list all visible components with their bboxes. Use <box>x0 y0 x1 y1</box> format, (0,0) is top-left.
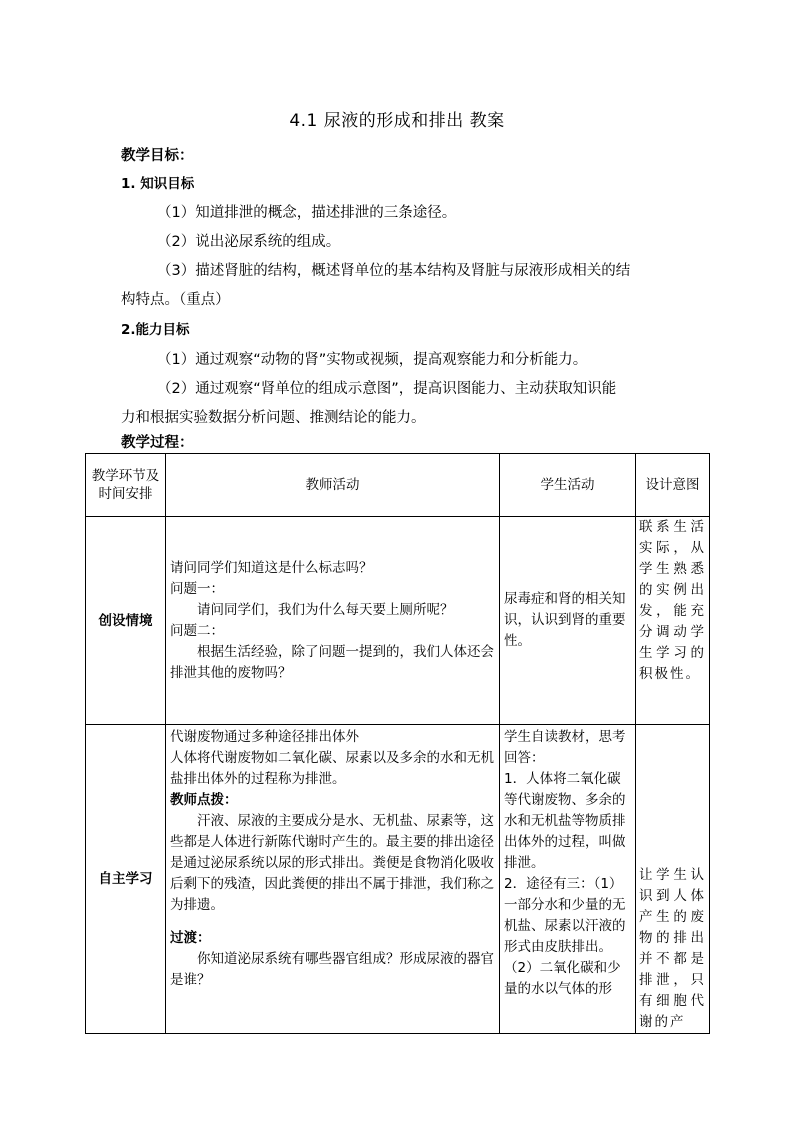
student-activity-cell: 尿毒症和肾的相关知识，认识到肾的重要性。 <box>500 517 636 725</box>
table-header-row <box>86 454 710 517</box>
design-intent-cell: 联系生活实际，从学生熟悉的实例出发，能充分调动学生学习的积极性。 <box>636 517 710 725</box>
ability-item: （2）通过观察“肾单位的组成示意图”，提高识图能力、主动获取知识能 <box>157 381 617 397</box>
knowledge-item: 构特点。（重点） <box>121 292 230 308</box>
teacher-point-label: 教师点拨： <box>170 792 238 808</box>
teacher-line: 根据生活经验，除了问题一提到的，我们人体还会排泄其他的废物吗？ <box>170 643 494 681</box>
student-activity-cell <box>500 725 636 1034</box>
page-title: 4.1 尿液的形成和排出 教案 <box>289 111 505 131</box>
teacher-activity-cell <box>166 517 500 725</box>
design-intent-cell: 让学生认识到人体产生的废物的排出并不都是排泄，只有细胞代谢的产 <box>636 725 710 1034</box>
process-heading: 教学过程： <box>121 435 194 451</box>
teacher-line: 问题二： <box>170 622 224 639</box>
teacher-transition-label: 过渡： <box>170 930 211 946</box>
student-line: 2．途径有三：（1）一部分水和少量的无机盐、尿素以汗液的形式由皮肤排出。（2）二氧化碳和少量的水以气体的形 <box>504 876 626 997</box>
teacher-line: 人体将代谢废物如二氧化碳、尿素以及多余的水和无机盐排出体外的过程称为排泄。 <box>170 750 494 787</box>
knowledge-item: （3）描述肾脏的结构，概述肾单位的基本结构及肾脏与尿液形成相关的结 <box>157 263 631 279</box>
teacher-line: 请问同学们知道这是什么标志吗？ <box>170 559 373 576</box>
teacher-transition-text: 你知道泌尿系统有哪些器官组成？形成尿液的器官是谁？ <box>170 951 494 988</box>
stage-cell: 自主学习 <box>86 725 166 1034</box>
ability-item: 力和根据实验数据分析问题、推测结论的能力。 <box>121 410 426 426</box>
knowledge-item: （2）说出泌尿系统的组成。 <box>157 234 341 250</box>
student-line: 1．人体将二氧化碳等代谢废物、多余的水和无机盐等物质排出体外的过程，叫做排泄。 <box>504 771 626 871</box>
teacher-activity-cell <box>166 725 500 1034</box>
teaching-process-table <box>85 453 710 1034</box>
table-row <box>86 517 710 725</box>
table-row <box>86 725 710 1034</box>
teacher-line: 代谢废物通过多种途径排出体外 <box>170 729 359 745</box>
knowledge-item: （1）知道排泄的概念，描述排泄的三条途径。 <box>157 205 457 221</box>
header-stage: 教学环节及时间安排 <box>86 454 166 517</box>
ability-item: （1）通过观察“动物的肾”实物或视频，提高观察能力和分析能力。 <box>157 352 588 368</box>
student-line: 学生自读教材，思考回答： <box>504 729 626 766</box>
knowledge-heading: 1. 知识目标 <box>121 176 195 192</box>
ability-heading: 2.能力目标 <box>121 322 190 338</box>
header-student: 学生活动 <box>500 454 636 517</box>
header-teacher: 教师活动 <box>166 454 500 517</box>
objectives-heading: 教学目标： <box>121 148 194 164</box>
stage-cell: 创设情境 <box>86 517 166 725</box>
header-design: 设计意图 <box>636 454 710 517</box>
teacher-line: 请问同学们，我们为什么每天要上厕所呢？ <box>197 601 454 618</box>
teacher-point-text: 汗液、尿液的主要成分是水、无机盐、尿素等，这些都是人体进行新陈代谢时产生的。最主要的排出途径是通过泌尿系统以尿的形式排出。粪便是食物消化吸收后剩下的残渣，因此粪便的排出不属于排泄，我们称之为排遗。 <box>170 813 494 913</box>
teacher-line: 问题一： <box>170 580 224 597</box>
